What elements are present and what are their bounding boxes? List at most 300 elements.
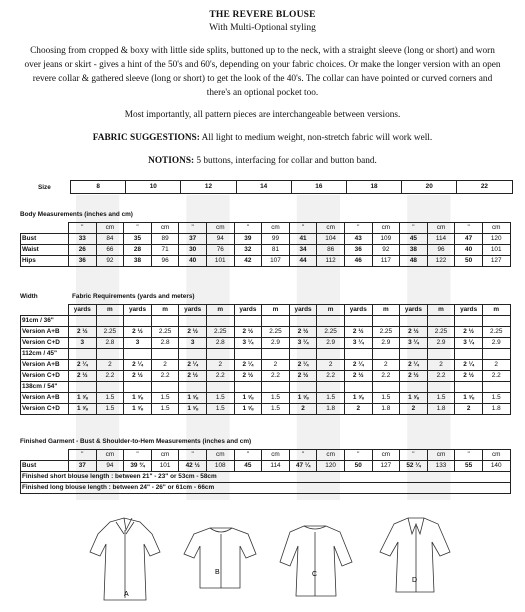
cell <box>344 349 372 360</box>
unit-cell: cm <box>317 223 345 234</box>
body-heading: Body Measurements (inches and cm) <box>20 211 133 218</box>
cell <box>482 382 510 393</box>
width-label: Width <box>20 293 38 300</box>
blouse-a-drawing <box>90 518 160 600</box>
unit-cell: " <box>455 223 483 234</box>
cell: 2.2 <box>482 371 510 382</box>
cell: 2.9 <box>372 338 400 349</box>
cell: 2 ¼ <box>179 360 207 371</box>
cell: 92 <box>96 256 124 267</box>
unit-cell: m <box>151 305 179 316</box>
cell: 2.25 <box>482 327 510 338</box>
unit-cell: m <box>317 305 345 316</box>
unit-cell: cm <box>262 450 290 461</box>
cell: 140 <box>482 461 510 472</box>
body-row <box>21 245 511 256</box>
cell: 2 ½ <box>69 371 97 382</box>
cell: 1.5 <box>262 404 290 415</box>
cell <box>262 382 290 393</box>
fabric-row <box>21 371 511 382</box>
fabric-label: FABRIC SUGGESTIONS: <box>92 133 200 143</box>
page-title: THE REVERE BLOUSE <box>209 10 316 20</box>
unit-cell: " <box>179 223 207 234</box>
cell: 1.8 <box>427 404 455 415</box>
cell: 120 <box>482 234 510 245</box>
cell: 3 <box>124 338 152 349</box>
unit-cell: " <box>289 450 317 461</box>
cell: 39 ¾ <box>124 461 152 472</box>
cell: 2 ¼ <box>400 360 428 371</box>
cell: 1.8 <box>372 404 400 415</box>
cell: 2.2 <box>317 371 345 382</box>
cell: 3 ¼ <box>289 338 317 349</box>
cell: 2 ½ <box>289 371 317 382</box>
unit-cell: " <box>69 450 97 461</box>
row-label: Version C+D <box>21 371 69 382</box>
unit-cell: m <box>262 305 290 316</box>
cell: 39 <box>234 234 262 245</box>
unit-cell: yards <box>455 305 483 316</box>
cell: 101 <box>206 256 234 267</box>
cell <box>69 349 97 360</box>
finished-short-row <box>21 472 511 483</box>
cell <box>455 316 483 327</box>
cell: 1 ⅝ <box>344 393 372 404</box>
cell: 1.5 <box>151 404 179 415</box>
cell: 2.25 <box>427 327 455 338</box>
cell: 2 <box>344 404 372 415</box>
cell <box>234 349 262 360</box>
width-row <box>21 316 511 327</box>
blank <box>21 223 69 234</box>
cell: 2.8 <box>206 338 234 349</box>
cell: 2 <box>427 360 455 371</box>
cell: 120 <box>317 461 345 472</box>
blouse-b-drawing <box>184 528 256 588</box>
cell <box>482 316 510 327</box>
cell: 108 <box>206 461 234 472</box>
unit-cell: m <box>372 305 400 316</box>
cell: 1 ⅝ <box>455 393 483 404</box>
cell: 2.2 <box>206 371 234 382</box>
fabric-req-heading: Fabric Requirements (yards and meters) <box>72 293 195 300</box>
cell: 3 ¼ <box>344 338 372 349</box>
row-label: Version C+D <box>21 404 69 415</box>
cell: 2 ½ <box>344 327 372 338</box>
size-18: 18 <box>346 181 401 194</box>
unit-cell: cm <box>206 450 234 461</box>
cell: 1.5 <box>427 393 455 404</box>
intro-paragraph: Choosing from cropped & boxy with little side splits, buttoned up to the neck, with a straight sleeve (long or short) and worn over jeans or skirt - gives a hint of the 50's and 60's, depending on your fabric choices. Or make the longer version with an open revere collar & gathered sleeve (long or short) to get the look of the 40's. The collar can have pointed or curved corners and there's an optional pocket too. <box>24 46 501 98</box>
cell: 50 <box>455 256 483 267</box>
size-22: 22 <box>457 181 512 194</box>
cell: 84 <box>96 234 124 245</box>
unit-cell: cm <box>372 450 400 461</box>
cell <box>455 382 483 393</box>
size-header-table <box>70 180 513 194</box>
width-row <box>21 349 511 360</box>
cell: 117 <box>372 256 400 267</box>
cell: 2.9 <box>427 338 455 349</box>
cell: 2 ¼ <box>69 360 97 371</box>
fabric-requirements-table <box>20 304 511 415</box>
cell <box>427 349 455 360</box>
interchangeable-note: Most importantly, all pattern pieces are interchangeable between versions. <box>124 110 401 120</box>
unit-cell: " <box>69 223 97 234</box>
unit-cell: m <box>427 305 455 316</box>
cell <box>69 316 97 327</box>
version-label-b: B <box>215 569 220 576</box>
cell: 2 <box>400 404 428 415</box>
blank <box>21 305 69 316</box>
cell: 1.5 <box>372 393 400 404</box>
cell: 2 ½ <box>344 371 372 382</box>
cell: 2 ½ <box>234 327 262 338</box>
cell <box>317 316 345 327</box>
finished-heading: Finished Garment - Bust & Shoulder-to-Hem Measurements (inches and cm) <box>20 438 252 445</box>
cell: 42 <box>234 256 262 267</box>
cell: 43 <box>344 234 372 245</box>
cell: 26 <box>69 245 97 256</box>
cell: 2 ¼ <box>124 360 152 371</box>
cell: 1.5 <box>96 404 124 415</box>
cell: 2.9 <box>317 338 345 349</box>
size-10: 10 <box>126 181 181 194</box>
cell: 40 <box>179 256 207 267</box>
cell: 1.5 <box>206 404 234 415</box>
cell: 2 ¼ <box>455 360 483 371</box>
fabric-width: 138cm / 54" <box>21 382 69 393</box>
cell: 45 <box>400 234 428 245</box>
cell: 1.5 <box>317 393 345 404</box>
cell: 66 <box>96 245 124 256</box>
unit-cell: " <box>344 450 372 461</box>
cell: 101 <box>482 245 510 256</box>
cell <box>317 349 345 360</box>
cell: 94 <box>206 234 234 245</box>
cell <box>206 382 234 393</box>
cell: 36 <box>344 245 372 256</box>
cell <box>317 382 345 393</box>
cell <box>96 349 124 360</box>
cell: 86 <box>317 245 345 256</box>
fabric-row <box>21 404 511 415</box>
cell <box>234 316 262 327</box>
unit-cell: " <box>234 223 262 234</box>
cell: 33 <box>69 234 97 245</box>
unit-cell: yards <box>69 305 97 316</box>
cell <box>124 316 152 327</box>
cell: 42 ½ <box>179 461 207 472</box>
cell: 2.8 <box>151 338 179 349</box>
cell: 44 <box>289 256 317 267</box>
unit-cell: m <box>206 305 234 316</box>
size-20: 20 <box>402 181 457 194</box>
cell: 3 ¼ <box>455 338 483 349</box>
row-label: Version A+B <box>21 393 69 404</box>
cell <box>344 382 372 393</box>
cell: 55 <box>455 461 483 472</box>
unit-cell: " <box>400 450 428 461</box>
cell: 37 <box>179 234 207 245</box>
cell: 3 ¼ <box>400 338 428 349</box>
cell: 2.2 <box>151 371 179 382</box>
unit-cell: cm <box>151 223 179 234</box>
cell <box>179 382 207 393</box>
unit-cell: " <box>455 450 483 461</box>
unit-cell: " <box>124 223 152 234</box>
row-label: Waist <box>21 245 69 256</box>
version-drawings <box>0 512 525 612</box>
cell: 99 <box>262 234 290 245</box>
cell: 2 ¼ <box>344 360 372 371</box>
cell: 96 <box>151 256 179 267</box>
cell: 1.5 <box>151 393 179 404</box>
cell: 2 ½ <box>400 327 428 338</box>
cell: 2 ½ <box>400 371 428 382</box>
cell: 2 ¼ <box>234 360 262 371</box>
cell <box>206 349 234 360</box>
unit-cell: cm <box>482 223 510 234</box>
version-label-c: C <box>312 571 318 578</box>
cell <box>96 382 124 393</box>
cell <box>179 316 207 327</box>
cell <box>372 349 400 360</box>
cell: 2 <box>455 404 483 415</box>
unit-cell: " <box>400 223 428 234</box>
cell: 2 <box>96 360 124 371</box>
cell: 2 <box>262 360 290 371</box>
cell: 47 ¼ <box>289 461 317 472</box>
cell: 1 ⅝ <box>400 393 428 404</box>
cell: 94 <box>96 461 124 472</box>
blouse-c-drawing <box>280 526 352 596</box>
size-12: 12 <box>181 181 236 194</box>
row-label: Bust <box>21 461 69 472</box>
cell: 2 <box>372 360 400 371</box>
cell: 96 <box>427 245 455 256</box>
cell <box>124 382 152 393</box>
notions-text: 5 buttons, interfacing for collar and button band. <box>194 156 377 166</box>
cell: 1.8 <box>317 404 345 415</box>
cell: 2 ½ <box>124 371 152 382</box>
cell: 1 ⅝ <box>289 393 317 404</box>
cell: 47 <box>455 234 483 245</box>
cell: 122 <box>427 256 455 267</box>
cell: 76 <box>206 245 234 256</box>
cell <box>151 349 179 360</box>
cell: 2 ½ <box>69 327 97 338</box>
row-label: Bust <box>21 234 69 245</box>
unit-cell: " <box>344 223 372 234</box>
blank <box>21 450 69 461</box>
unit-cell: " <box>179 450 207 461</box>
cell <box>262 349 290 360</box>
cell: 52 ¼ <box>400 461 428 472</box>
cell <box>151 382 179 393</box>
unit-cell: cm <box>427 223 455 234</box>
cell: 1 ⅝ <box>234 404 262 415</box>
cell <box>289 349 317 360</box>
cell <box>151 316 179 327</box>
cell: 3 <box>69 338 97 349</box>
fabric-width: 112cm / 45" <box>21 349 69 360</box>
body-row <box>21 234 511 245</box>
cell <box>262 316 290 327</box>
cell: 35 <box>124 234 152 245</box>
cell: 38 <box>400 245 428 256</box>
cell: 1 ⅝ <box>179 404 207 415</box>
cell: 133 <box>427 461 455 472</box>
cell: 71 <box>151 245 179 256</box>
size-label: Size <box>38 184 51 191</box>
cell: 1.5 <box>96 393 124 404</box>
cell: 107 <box>262 256 290 267</box>
cell: 32 <box>234 245 262 256</box>
cell: 2 <box>482 360 510 371</box>
cell: 2.9 <box>262 338 290 349</box>
cell: 45 <box>234 461 262 472</box>
cell: 2 ½ <box>455 327 483 338</box>
cell: 50 <box>344 461 372 472</box>
cell <box>400 316 428 327</box>
cell <box>206 316 234 327</box>
cell: 2 <box>317 360 345 371</box>
cell: 1.5 <box>206 393 234 404</box>
fabric-row <box>21 338 511 349</box>
cell: 1 ⅝ <box>124 393 152 404</box>
units-row <box>21 223 511 234</box>
cell: 41 <box>289 234 317 245</box>
cell: 2 ½ <box>455 371 483 382</box>
cell: 2.25 <box>96 327 124 338</box>
cell: 2.25 <box>151 327 179 338</box>
fabric-text: All light to medium weight, non-stretch fabric will work well. <box>199 133 433 143</box>
width-row <box>21 382 511 393</box>
cell: 30 <box>179 245 207 256</box>
cell <box>96 316 124 327</box>
cell: 127 <box>372 461 400 472</box>
finished-garment-table <box>20 449 511 494</box>
cell: 114 <box>262 461 290 472</box>
cell: 112 <box>317 256 345 267</box>
unit-cell: cm <box>482 450 510 461</box>
cell: 2.8 <box>96 338 124 349</box>
unit-cell: yards <box>344 305 372 316</box>
notions-label: NOTIONS: <box>148 156 195 166</box>
finished-bust-row <box>21 461 511 472</box>
size-8: 8 <box>71 181 126 194</box>
unit-cell: m <box>96 305 124 316</box>
body-row <box>21 256 511 267</box>
unit-cell: " <box>289 223 317 234</box>
unit-cell: cm <box>427 450 455 461</box>
cell: 89 <box>151 234 179 245</box>
unit-cell: yards <box>234 305 262 316</box>
cell: 109 <box>372 234 400 245</box>
version-label-d: D <box>412 577 418 584</box>
cell: 40 <box>455 245 483 256</box>
unit-cell: cm <box>372 223 400 234</box>
cell: 2.2 <box>427 371 455 382</box>
cell <box>179 349 207 360</box>
cell: 2 ½ <box>234 371 262 382</box>
cell: 2 ¼ <box>289 360 317 371</box>
size-16: 16 <box>291 181 346 194</box>
unit-cell: yards <box>400 305 428 316</box>
unit-cell: cm <box>206 223 234 234</box>
cell: 92 <box>372 245 400 256</box>
cell: 1 ⅝ <box>69 404 97 415</box>
version-label-a: A <box>124 591 129 598</box>
cell: 2.25 <box>262 327 290 338</box>
cell: 1.5 <box>482 393 510 404</box>
unit-cell: yards <box>289 305 317 316</box>
cell: 2.2 <box>372 371 400 382</box>
cell <box>234 382 262 393</box>
cell: 2 <box>151 360 179 371</box>
row-label: Hips <box>21 256 69 267</box>
cell <box>400 349 428 360</box>
cell: 2.2 <box>262 371 290 382</box>
cell: 48 <box>400 256 428 267</box>
fabric-row <box>21 360 511 371</box>
cell <box>372 316 400 327</box>
unit-cell: yards <box>179 305 207 316</box>
finished-long-row <box>21 483 511 494</box>
finished-short-length: Finished short blouse length : between 21" - 23" or 53cm - 58cm <box>21 472 511 483</box>
cell: 1 ⅝ <box>124 404 152 415</box>
unit-cell: m <box>482 305 510 316</box>
cell: 104 <box>317 234 345 245</box>
cell <box>427 382 455 393</box>
cell: 28 <box>124 245 152 256</box>
cell: 114 <box>427 234 455 245</box>
cell: 2 ½ <box>289 327 317 338</box>
page-subtitle: With Multi-Optional styling <box>209 23 316 33</box>
cell <box>289 382 317 393</box>
row-label: Version C+D <box>21 338 69 349</box>
cell: 2 ½ <box>124 327 152 338</box>
fabric-row <box>21 327 511 338</box>
row-label: Version A+B <box>21 360 69 371</box>
cell <box>69 382 97 393</box>
cell: 2.25 <box>372 327 400 338</box>
cell: 36 <box>69 256 97 267</box>
cell: 2 ½ <box>179 327 207 338</box>
unit-cell: cm <box>262 223 290 234</box>
cell: 2.25 <box>317 327 345 338</box>
cell: 34 <box>289 245 317 256</box>
cell: 1 ⅝ <box>179 393 207 404</box>
unit-cell: cm <box>96 223 124 234</box>
cell: 37 <box>69 461 97 472</box>
cell <box>344 316 372 327</box>
cell: 127 <box>482 256 510 267</box>
cell: 2.25 <box>206 327 234 338</box>
size-14: 14 <box>236 181 291 194</box>
cell: 1 ⅝ <box>234 393 262 404</box>
cell <box>400 382 428 393</box>
cell: 2.9 <box>482 338 510 349</box>
cell: 46 <box>344 256 372 267</box>
cell: 1.5 <box>262 393 290 404</box>
fabric-row <box>21 393 511 404</box>
cell: 38 <box>124 256 152 267</box>
cell <box>482 349 510 360</box>
cell: 2 <box>289 404 317 415</box>
cell: 3 <box>179 338 207 349</box>
